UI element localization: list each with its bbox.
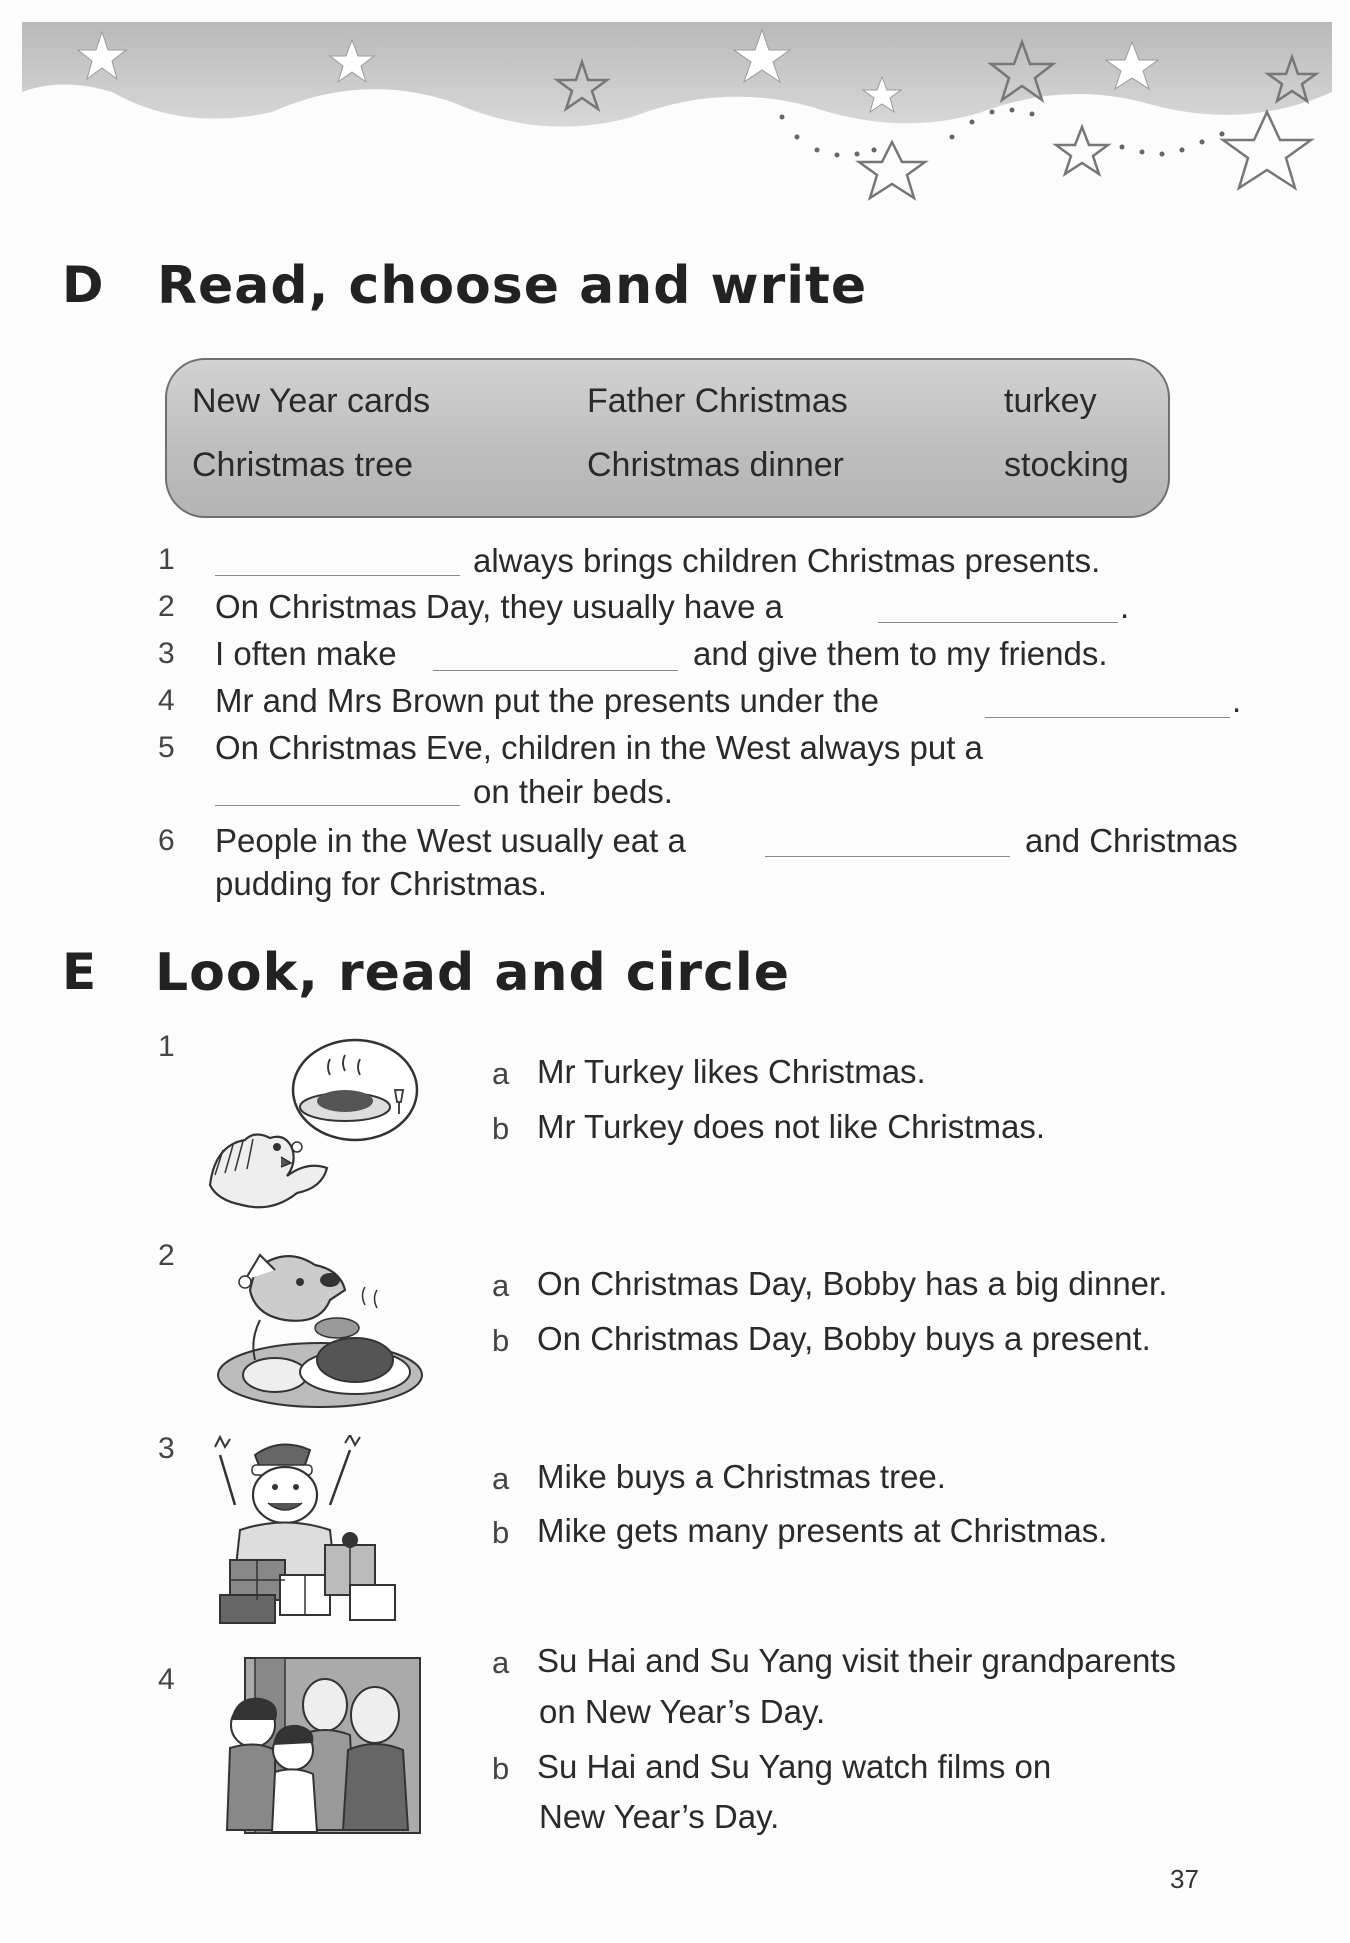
option-letter: a (492, 1461, 510, 1496)
item-number: 6 (158, 824, 175, 857)
word-option: Christmas tree (192, 446, 414, 484)
item-text: On Christmas Day, they usually have a (215, 588, 783, 625)
item-number: 5 (158, 731, 175, 764)
answer-blank[interactable] (765, 856, 1010, 857)
option-a-text[interactable]: Su Hai and Su Yang visit their grandparents (537, 1642, 1177, 1679)
item-text: People in the West usually eat a (215, 822, 686, 859)
item-number: 1 (158, 543, 175, 576)
answer-blank[interactable] (878, 622, 1118, 623)
option-letter: a (492, 1056, 510, 1091)
item-number: 4 (158, 684, 175, 717)
section-e-title: Look, read and circle (155, 943, 790, 1003)
option-letter: b (492, 1323, 510, 1358)
mike-presents-picture (210, 1435, 410, 1630)
option-letter: a (492, 1268, 510, 1303)
item-text: and give them to my friends. (693, 635, 1108, 672)
item-text: . (1120, 588, 1130, 625)
word-bank (165, 358, 1170, 518)
item-number: 3 (158, 637, 175, 670)
option-letter: b (492, 1515, 510, 1550)
bobby-dinner-picture (215, 1250, 425, 1410)
word-option: turkey (1004, 382, 1097, 420)
answer-blank[interactable] (985, 717, 1230, 718)
answer-blank[interactable] (215, 805, 460, 806)
option-a-text[interactable]: Mike buys a Christmas tree. (537, 1458, 946, 1495)
option-letter: b (492, 1751, 510, 1786)
item-text: On Christmas Eve, children in the West always put a (215, 729, 983, 766)
option-a-text[interactable]: On Christmas Day, Bobby has a big dinner. (537, 1265, 1168, 1302)
item-number: 2 (158, 1239, 175, 1272)
section-e-letter: E (62, 943, 97, 1001)
word-option: Christmas dinner (587, 446, 844, 484)
item-text: Mr and Mrs Brown put the presents under the (215, 682, 879, 719)
word-option: New Year cards (192, 382, 431, 420)
option-a-text-continued[interactable]: on New Year’s Day. (539, 1693, 826, 1730)
answer-blank[interactable] (215, 575, 460, 576)
option-b-text[interactable]: Mr Turkey does not like Christmas. (537, 1108, 1045, 1145)
section-d-letter: D (62, 256, 104, 314)
item-number: 2 (158, 590, 175, 623)
answer-blank[interactable] (433, 670, 678, 671)
item-text: I often make (215, 635, 397, 672)
option-b-text[interactable]: On Christmas Day, Bobby buys a present. (537, 1320, 1151, 1357)
word-option: Father Christmas (587, 382, 848, 420)
item-text: . (1232, 682, 1242, 719)
option-b-text[interactable]: Mike gets many presents at Christmas. (537, 1512, 1108, 1549)
option-a-text[interactable]: Mr Turkey likes Christmas. (537, 1053, 926, 1090)
option-letter: a (492, 1645, 510, 1680)
section-d-title: Read, choose and write (157, 256, 868, 316)
visiting-grandparents-picture (215, 1650, 425, 1835)
turkey-dreaming-picture (205, 1035, 420, 1220)
item-text: on their beds. (473, 773, 673, 810)
star-banner (22, 22, 1332, 222)
item-number: 4 (158, 1663, 175, 1696)
option-letter: b (492, 1111, 510, 1146)
item-text: and Christmas (1025, 822, 1238, 859)
item-number: 1 (158, 1030, 175, 1063)
option-b-text[interactable]: Su Hai and Su Yang watch films on (537, 1748, 1052, 1785)
item-text: always brings children Christmas presents. (473, 542, 1101, 579)
item-number: 3 (158, 1432, 175, 1465)
item-text: pudding for Christmas. (215, 865, 547, 902)
word-option: stocking (1004, 446, 1129, 484)
page-number: 37 (1170, 1864, 1199, 1894)
option-b-text-continued[interactable]: New Year’s Day. (539, 1798, 780, 1835)
